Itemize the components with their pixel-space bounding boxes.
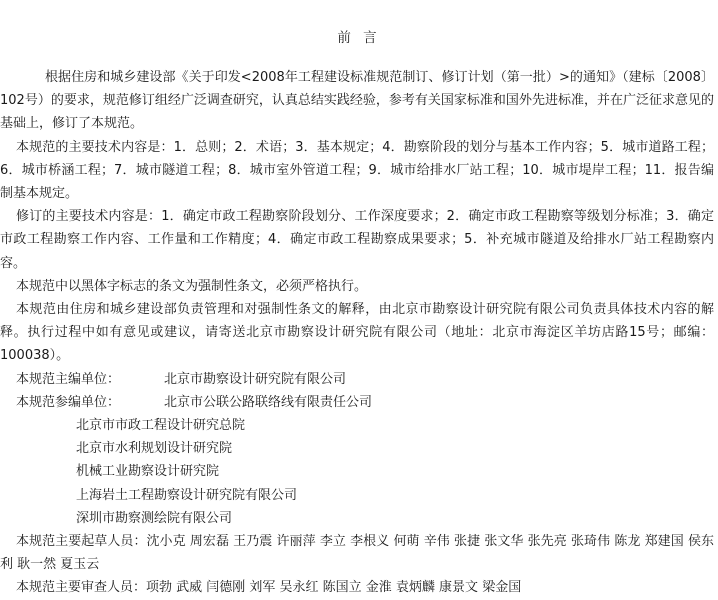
chief-unit-row: [0, 368, 716, 391]
revision-paragraph: 修订的主要技术内容是：1．确定市政工程勘察阶段划分、工作深度要求；2．确定市政工程勘察等级划分标准；3．确定市政工程勘察工作内容、工作量和工作精度；4．确定市政工程勘察成果要求；5．补充城市隧道及给排水厂站工程勘察内容。: [0, 209, 714, 271]
page-title: 前 言: [337, 30, 381, 46]
participating-units-row: [0, 391, 716, 414]
participating-units-label: 本规范参编单位：: [16, 394, 121, 410]
management-paragraph: 本规范由住房和城乡建设部负责管理和对强制性条文的解释，由北京市勘察设计研究院有限公司负责具体技术内容的解释。执行过程中如有意见或建议，请寄送北京市勘察设计研究院有限公司（地址：北京市海淀区羊坊店路15号；邮编：100038）。: [0, 302, 714, 364]
participating-unit-item: 北京市市政工程设计研究总院: [76, 418, 246, 434]
participating-unit-item: 机械工业勘察设计研究院: [76, 464, 220, 480]
chief-unit-value: 北京市勘察设计研究院有限公司: [164, 371, 347, 387]
participating-unit-item: 北京市水利规划设计研究院: [76, 441, 233, 457]
mandatory-paragraph: 本规范中以黑体字标志的条文为强制性条文，必须严格执行。: [16, 278, 368, 294]
drafters-paragraph: 本规范主要起草人员：沈小克 周宏磊 王乃震 许丽萍 李立 李根义 何萌 辛伟 张捷 张文华 张先亮 张琦伟 陈龙 郑建国 侯东利 耿一然 夏玉云: [0, 534, 714, 573]
chief-unit-label: 本规范主编单位：: [16, 371, 121, 387]
contents-paragraph: 本规范的主要技术内容是：1．总则；2．术语；3．基本规定；4．勘察阶段的划分与基本工作内容；5．城市道路工程；6．城市桥涵工程；7．城市隧道工程；8．城市室外管道工程；9．城市给排水厂站工程；10．城市堤岸工程；11．报告编制基本规定。: [0, 139, 714, 202]
participating-unit-item: 深圳市勘察测绘院有限公司: [76, 510, 233, 526]
intro-paragraph: 根据住房和城乡建设部《关于印发<2008年工程建设标准规范制订、修订计划（第一批）>的通知》（建标〔2008〕102号）的要求，规范修订组经广泛调查研究，认真总结实践经验，参考有关国家标准和国外先进标准，并在广泛征求意见的基础上，修订了本规范。: [0, 70, 714, 132]
document-body: [0, 66, 716, 600]
participating-unit-item: 上海岩土工程勘察设计研究院有限公司: [76, 487, 298, 503]
participating-unit-item: 北京市公联公路联络线有限责任公司: [164, 394, 373, 410]
reviewers-paragraph: 本规范主要审查人员：项勃 武威 闫德刚 刘军 吴永红 陈国立 金淮 袁炳麟 康景文 梁金国: [16, 580, 522, 596]
